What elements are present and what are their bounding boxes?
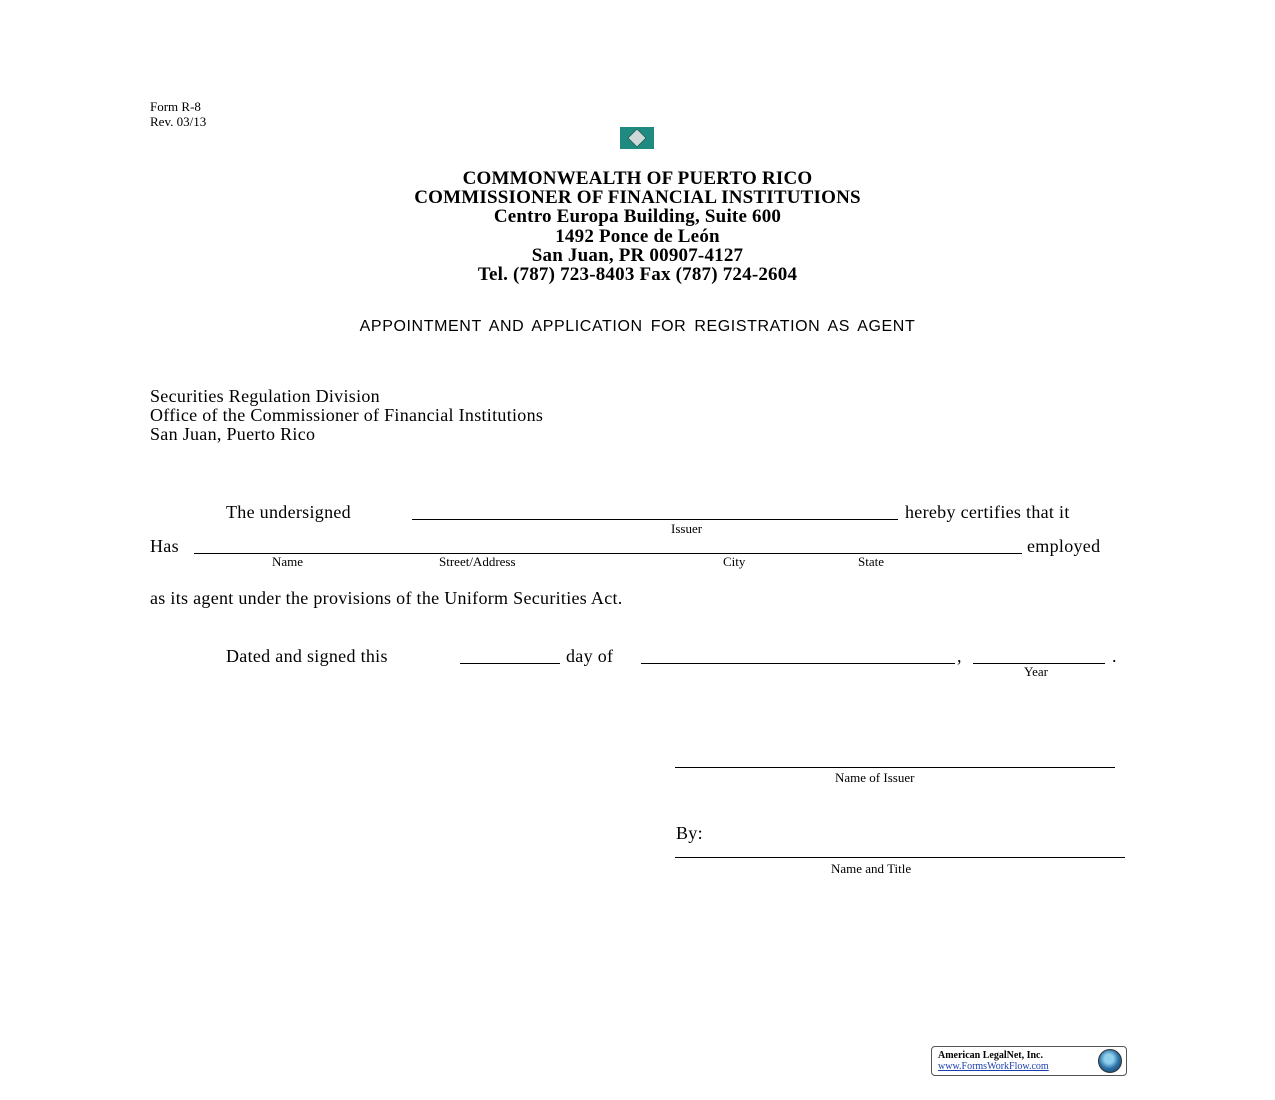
header-line-street: 1492 Ponce de León <box>555 226 720 247</box>
by-label: By: <box>676 823 703 843</box>
city-label: City <box>723 554 746 569</box>
month-field-underline <box>641 663 955 664</box>
issuer-field-underline <box>412 519 898 520</box>
form-title: APPOINTMENT AND APPLICATION FOR REGISTRATION AS AGENT <box>359 318 916 335</box>
date-comma: , <box>957 646 962 666</box>
year-label: Year <box>1024 664 1048 679</box>
header-line-commonwealth: COMMONWEALTH OF PUERTO RICO <box>462 168 813 189</box>
undersigned-text: The undersigned <box>226 502 351 522</box>
employed-text: employed <box>1027 536 1101 556</box>
header-line-commissioner: COMMISSIONER OF FINANCIAL INSTITUTIONS <box>414 187 861 208</box>
provision-text: as its agent under the provisions of the Uniform Securities Act. <box>150 588 623 608</box>
globe-icon <box>1098 1049 1122 1073</box>
badge-url[interactable]: www.FormsWorkFlow.com <box>938 1061 1049 1072</box>
street-label: Street/Address <box>439 554 516 569</box>
badge-company: American LegalNet, Inc. <box>938 1050 1043 1061</box>
agent-details-underline <box>194 553 1022 554</box>
header-line-phone: Tel. (787) 723-8403 Fax (787) 724-2604 <box>477 264 798 285</box>
issuer-label: Issuer <box>671 521 703 536</box>
header-line-city: San Juan, PR 00907-4127 <box>531 245 744 266</box>
form-revision: Rev. 03/13 <box>150 114 207 129</box>
state-label: State <box>858 554 884 569</box>
has-text: Has <box>150 536 179 556</box>
commonwealth-seal-icon <box>620 127 654 149</box>
day-field-underline <box>460 663 560 664</box>
addressee-location: San Juan, Puerto Rico <box>150 424 316 444</box>
date-period: . <box>1112 646 1117 666</box>
legalnet-badge[interactable] <box>931 1046 1127 1076</box>
dated-signed-text: Dated and signed this <box>226 646 388 666</box>
name-label: Name <box>272 554 304 569</box>
form-number: Form R-8 <box>150 99 201 114</box>
addressee-division: Securities Regulation Division <box>150 386 380 406</box>
day-of-text: day of <box>566 646 614 666</box>
addressee-office: Office of the Commissioner of Financial Institutions <box>150 405 544 425</box>
name-title-signature-line[interactable] <box>675 857 1125 858</box>
certifies-text: hereby certifies that it <box>905 502 1070 522</box>
issuer-name-label: Name of Issuer <box>835 770 915 785</box>
header-line-building: Centro Europa Building, Suite 600 <box>493 206 782 227</box>
name-title-label: Name and Title <box>831 861 912 876</box>
issuer-name-signature-line[interactable] <box>675 767 1115 768</box>
